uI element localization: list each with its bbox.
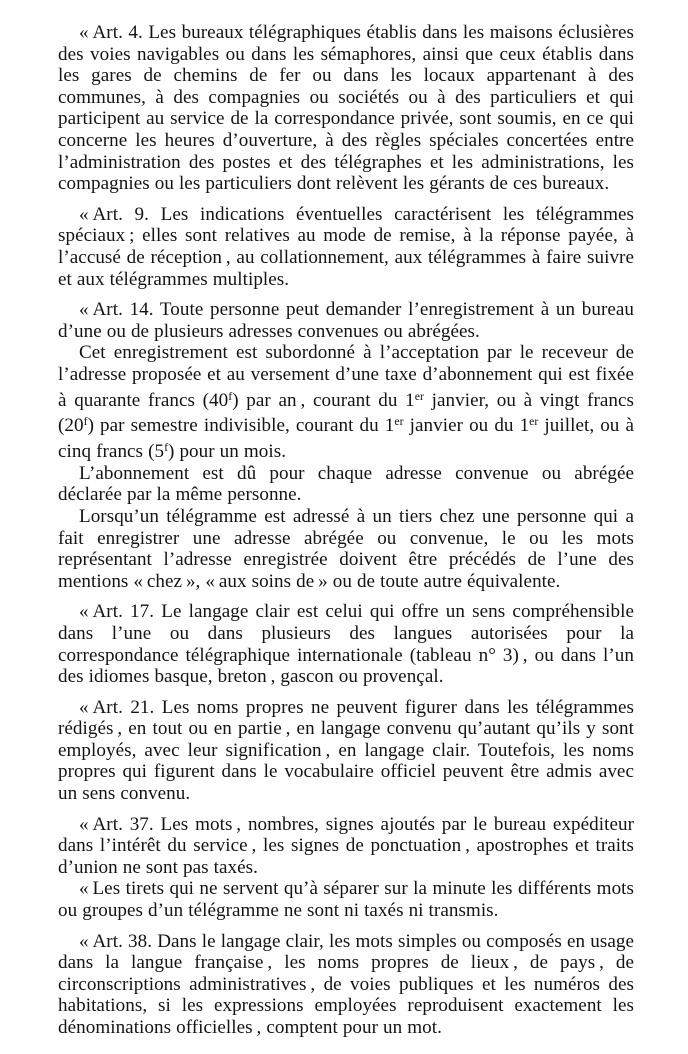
fee-text-part-6: juillet, ou à cinq francs (5	[58, 415, 634, 463]
paragraph-art-37-dashes: « Les tirets qui ne servent qu’à séparer sur la minute les différents mots ou groupes d’un télégramme ne sont ni taxés ni transmis.	[58, 878, 634, 922]
ordinal-er-icon: er	[414, 388, 424, 403]
paragraph-art-37: « Art. 37. Les mots , nombres, signes ajoutés par le bureau expéditeur dans l’intérêt du service , les signes de ponctuation , apostrophes et traits d’union ne sont pas taxés.	[58, 813, 634, 878]
franc-unit-icon: f	[164, 440, 169, 454]
paragraph-art-14-third-party: Lorsqu’un télégramme est adressé à un tiers chez une personne qui a fait enregistrer une adresse abrégée ou convenue, le ou les mots représentant l’adresse enregistrée doivent être précédés de l’une des mentions « chez », « aux soins de » ou de toute autre équivalente.	[58, 505, 634, 592]
fee-text-part-4: ) par semestre indivisible, courant du 1	[87, 415, 395, 437]
text-column	[58, 22, 634, 1039]
paragraph-art-14: « Art. 14. Toute personne peut demander l’enregistrement à un bureau d’une ou de plusieurs adresses convenues ou abrégées.	[58, 299, 634, 342]
paragraph-art-14-registration-fee	[58, 342, 634, 462]
paragraph-art-14-subscription: L’abonnement est dû pour chaque adresse convenue ou abrégée déclarée par la même personne.	[58, 462, 634, 506]
ordinal-er-icon: er	[394, 414, 404, 429]
fee-text-part-7: ) pour un mois.	[168, 441, 287, 463]
fee-text-part-2: ) par an , courant du 1	[232, 389, 415, 411]
paragraph-art-9: « Art. 9. Les indications éventuelles caractérisent les télégrammes spéciaux ; elles sont relatives au mode de remise, à la réponse payée, à l’accusé de réception , au collationnement, aux télégrammes à faire suivre et aux télégrammes multiples.	[58, 203, 634, 290]
paragraph-art-17: « Art. 17. Le langage clair est celui qui offre un sens compréhensible dans l’une ou dans plusieurs des langues autorisées pour la correspondance télégraphique internationale (tableau n° 3) , ou dans l’un des idiomes basque, breton , gascon ou provençal.	[58, 601, 634, 688]
franc-unit-icon: f	[228, 388, 233, 403]
ordinal-er-icon: er	[529, 414, 539, 429]
fee-text-part-3: janvier, ou à vingt francs (20	[58, 389, 634, 437]
franc-unit-icon: f	[83, 414, 88, 429]
fee-text-part-5: janvier ou du 1	[403, 415, 530, 437]
paragraph-art-38: « Art. 38. Dans le langage clair, les mots simples ou composés en usage dans la langue française , les noms propres de lieux , de pays , de circonscriptions administratives , de voies publiques et les numéros des habitations, si les expressions employées reproduisent exactement les dénominations officielles , comptent pour un mot.	[58, 930, 634, 1038]
paragraph-art-21: « Art. 21. Les noms propres ne peuvent figurer dans les télégrammes rédigés , en tout ou en partie , en langage convenu qu’autant qu’ils y sont employés, avec leur signification , en langage clair. Toutefois, les noms propres qui figurent dans le vocabulaire officiel peuvent être admis avec un sens convenu.	[58, 696, 634, 805]
fee-text-part-1: Cet enregistrement est subordonné à l’acceptation par le receveur de l’adresse proposée et au versement d’une taxe d’abonnement qui est fixée à quarante francs (40	[58, 342, 634, 411]
paragraph-art-4: « Art. 4. Les bureaux télégraphiques établis dans les maisons éclusières des voies navigables ou dans les sémaphores, ainsi que ceux établis dans les gares de chemins de fer ou dans les locaux appartenant à des communes, à des compagnies ou sociétés ou à des particuliers et qui participent au service de la correspondance privée, sont soumis, en ce qui concerne les heures d’ouverture, à des règles spéciales concertées entre l’administration des postes et des télégraphes et les administrations, les compagnies ou les particuliers dont relèvent les gérants de ces bureaux.	[58, 22, 634, 195]
